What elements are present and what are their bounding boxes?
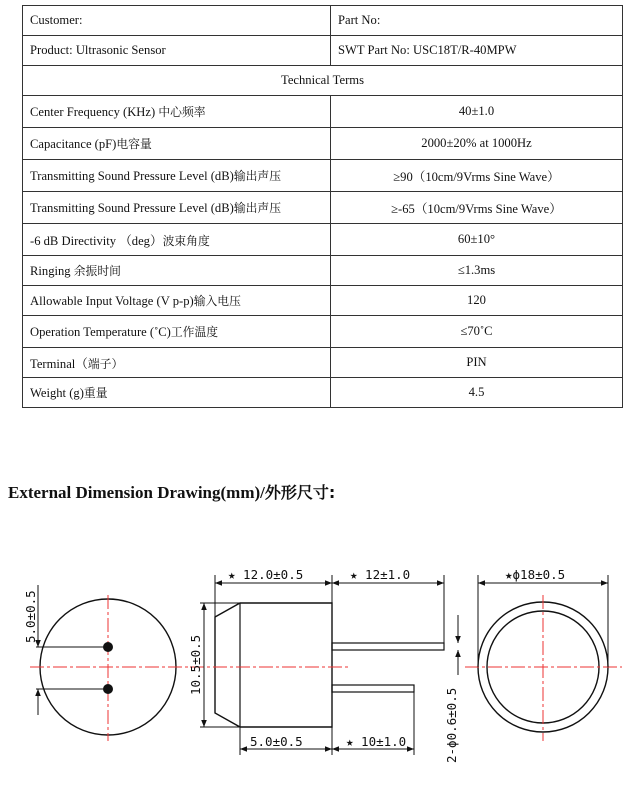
spec-name-cn: 工作温度 (170, 325, 219, 339)
spec-name-cn: 波束角度 (162, 234, 210, 248)
spec-value: 60±10° (331, 224, 623, 256)
table-row (23, 378, 623, 408)
spec-value: 120 (331, 286, 623, 316)
spec-value: PIN (331, 348, 623, 378)
spec-name-en: Ringing (30, 264, 74, 278)
spec-name-cn: 电容量 (116, 137, 152, 151)
side-outline (215, 603, 332, 727)
table-row (23, 348, 623, 378)
table-row (23, 224, 623, 256)
spec-name-en: -6 dB Directivity （deg） (30, 234, 163, 248)
spec-name-en: Weight (g) (30, 386, 84, 400)
pin-upper (332, 643, 444, 650)
table-row (23, 66, 623, 96)
spec-name (23, 316, 331, 348)
table-row (23, 160, 623, 192)
spec-value: 4.5 (331, 378, 623, 408)
spec-name (23, 378, 331, 408)
spec-name (23, 128, 331, 160)
spec-value: 2000±20% at 1000Hz (331, 128, 623, 160)
side-view (188, 567, 459, 763)
front-view (23, 585, 190, 741)
spec-value: ≥-65（10cm/9Vrms Sine Wave） (331, 192, 623, 224)
part-no-label: Part No: (331, 6, 623, 36)
spec-name-en: Operation Temperature (˚C) (30, 325, 171, 339)
spec-name-en: Terminal（ (30, 357, 88, 371)
drawing-heading-cn: 外形尺寸: (264, 483, 336, 502)
spec-name-cn: 端子） (87, 357, 124, 371)
table-row (23, 316, 623, 348)
spec-name-cn: 输出声压 (233, 201, 282, 215)
spec-value: 40±1.0 (331, 96, 623, 128)
spec-value: ≤70˚C (331, 316, 623, 348)
drawing-heading-en: External Dimension Drawing(mm)/ (8, 483, 265, 502)
spec-name-cn: 余振时间 (73, 264, 121, 278)
pin-spacing-dim: 5.0±0.5 (23, 590, 38, 643)
spec-table (22, 5, 623, 408)
back-view (465, 567, 622, 741)
customer-label: Customer: (23, 6, 331, 36)
spec-name-cn: 中心频率 (158, 105, 206, 119)
spec-name-en: Transmitting Sound Pressure Level (dB) (30, 169, 234, 183)
spec-name-en: Transmitting Sound Pressure Level (dB) (30, 201, 234, 215)
table-row (23, 96, 623, 128)
spec-name-en: Allowable Input Voltage (V p-p) (30, 294, 194, 308)
table-row (23, 192, 623, 224)
spec-name (23, 160, 331, 192)
table-row (23, 36, 623, 66)
dimension-drawing (0, 555, 633, 787)
drawing-heading (8, 480, 335, 503)
table-row (23, 128, 623, 160)
spec-name-en: Center Frequency (KHz) (30, 105, 159, 119)
pin-diameter-dim: 2-ϕ0.6±0.5 (444, 687, 459, 763)
spec-name-en: Capacitance (pF) (30, 137, 117, 151)
diameter-dim: ★ϕ18±0.5 (505, 567, 566, 582)
cap-length-dim: 5.0±0.5 (250, 734, 303, 749)
body-height-dim: 10.5±0.5 (188, 634, 203, 695)
section-title: Technical Terms (23, 66, 623, 96)
spec-name (23, 256, 331, 286)
product-label: Product: Ultrasonic Sensor (23, 36, 331, 66)
pin-length-dim: ★ 12±1.0 (350, 567, 411, 582)
spec-name (23, 192, 331, 224)
spec-value: ≥90（10cm/9Vrms Sine Wave） (331, 160, 623, 192)
spec-name (23, 96, 331, 128)
pin-lower (332, 685, 414, 692)
table-row (23, 286, 623, 316)
spec-name-cn: 输入电压 (193, 294, 241, 308)
pin-extend-dim: ★ 10±1.0 (346, 734, 407, 749)
spec-name-cn: 输出声压 (233, 169, 282, 183)
spec-name (23, 348, 331, 378)
spec-name (23, 224, 331, 256)
body-length-dim: ★ 12.0±0.5 (228, 567, 304, 582)
swt-part-no: SWT Part No: USC18T/R-40MPW (331, 36, 623, 66)
table-row (23, 6, 623, 36)
table-row (23, 256, 623, 286)
spec-name-cn: 重量 (83, 386, 108, 400)
spec-name (23, 286, 331, 316)
spec-value: ≤1.3ms (331, 256, 623, 286)
